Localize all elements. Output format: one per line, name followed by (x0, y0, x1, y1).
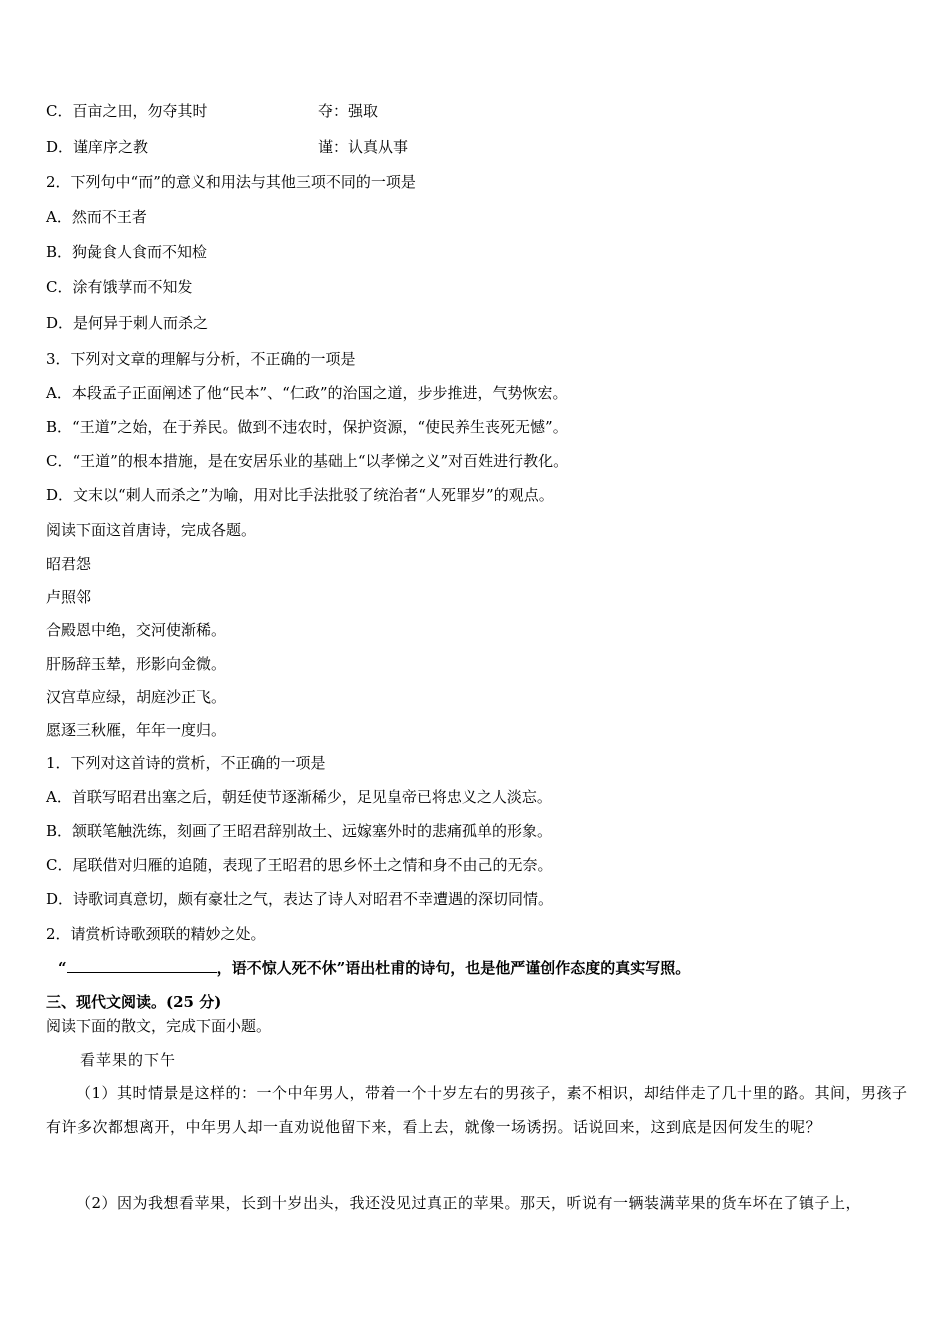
poem-author: 卢照邻 (46, 588, 92, 606)
q2-stem: 2．下列句中“而”的意义和用法与其他三项不同的一项是 (46, 173, 416, 191)
poem-q2-stem: 2．请赏析诗歌颈联的精妙之处。 (46, 925, 266, 943)
poem-q1-option-c: C．尾联借对归雁的追随，表现了王昭君的思乡怀土之情和身不由己的无奈。 (46, 856, 553, 874)
poem-line: 肝肠辞玉辇，形影向金微。 (46, 655, 227, 673)
q1-option-d-text: D．谨庠序之教 (46, 138, 149, 156)
poem-title: 昭君怨 (46, 555, 92, 573)
poem-line: 愿逐三秋雁，年年一度归。 (46, 721, 227, 739)
fill-in-question (58, 958, 690, 978)
essay-paragraph-1: （1）其时情景是这样的：一个中年男人，带着一个十岁左右的男孩子，素不相识，却结伴走了几十里的路。其间，男孩子有许多次都想离开，中年男人却一直劝说他留下来，看上去，就像一场诱拐。话说回来，这到底是因何发生的呢？ (46, 1084, 908, 1136)
essay-paragraph-2: （2）因为我想看苹果，长到十岁出头，我还没见过真正的苹果。那天，听说有一辆装满苹果的货车坏在了镇子上， (76, 1194, 862, 1212)
fill-open-quote: “ (58, 959, 67, 977)
q2-option-b: B．狗彘食人食而不知检 (46, 243, 208, 261)
q3-stem: 3．下列对文章的理解与分析，不正确的一项是 (46, 350, 356, 368)
poem-q1-option-d: D．诗歌词真意切，颇有豪壮之气，表达了诗人对昭君不幸遭遇的深切同情。 (46, 890, 554, 908)
q1-option-c-gloss: 夺：强取 (318, 102, 379, 120)
q2-option-c: C．涂有饿莩而不知发 (46, 278, 193, 296)
answer-blank (67, 958, 217, 973)
section-intro: 阅读下面的散文，完成下面小题。 (46, 1017, 272, 1035)
poem-q1-option-b: B．颔联笔触洗练，刻画了王昭君辞别故土、远嫁塞外时的悲痛孤单的形象。 (46, 822, 553, 840)
essay-title: 看苹果的下午 (80, 1051, 177, 1069)
fill-rest: ，语不惊人死不休”语出杜甫的诗句，也是他严谨创作态度的真实写照。 (216, 959, 691, 977)
poem-line: 汉宫草应绿，胡庭沙正飞。 (46, 688, 227, 706)
poem-q1-stem: 1．下列对这首诗的赏析，不正确的一项是 (46, 754, 326, 772)
q2-option-a: A．然而不王者 (46, 208, 147, 226)
q1-option-c-text: C．百亩之田，勿夺其时 (46, 102, 208, 120)
poem-line: 合殿恩中绝，交河使渐稀。 (46, 621, 227, 639)
poem-q1-option-a: A．首联写昭君出塞之后，朝廷使节逐渐稀少，足见皇帝已将忠义之人淡忘。 (46, 788, 552, 806)
q3-option-b: B．“王道”之始，在于养民。做到不违农时，保护资源，“使民养生丧死无憾”。 (46, 418, 568, 436)
poem-intro: 阅读下面这首唐诗，完成各题。 (46, 521, 257, 539)
q2-option-d: D．是何异于刺人而杀之 (46, 314, 209, 332)
q1-option-d-gloss: 谨：认真从事 (318, 138, 409, 156)
q1-option-c (46, 101, 379, 121)
q1-option-d (46, 137, 409, 157)
q3-option-a: A．本段孟子正面阐述了他“民本”、“仁政”的治国之道，步步推进，气势恢宏。 (46, 384, 568, 402)
q3-option-c: C．“王道”的根本措施，是在安居乐业的基础上“以孝悌之义”对百姓进行教化。 (46, 452, 569, 470)
q3-option-d: D．文末以“刺人而杀之”为喻，用对比手法批驳了统治者“人死罪岁”的观点。 (46, 486, 554, 504)
section-heading: 三、现代文阅读。(25 分) (46, 993, 222, 1011)
